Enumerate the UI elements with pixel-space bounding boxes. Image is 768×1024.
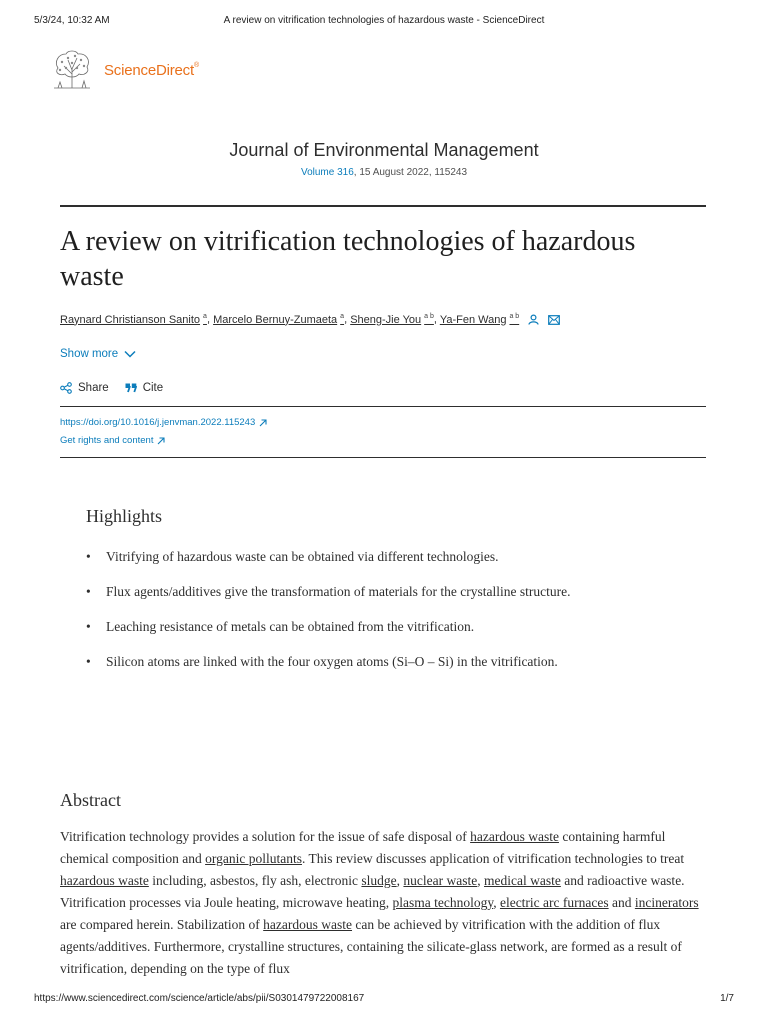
author-separator: , [433, 313, 440, 326]
brand-registered-mark: ® [193, 62, 199, 69]
volume-link[interactable]: Volume 316 [300, 167, 354, 178]
abstract-text: containing harmful chemical composition and [60, 829, 666, 866]
highlights-list [86, 546, 586, 686]
highlight-text: Vitrifying of hazardous waste can be obtained via different technologies. [106, 549, 499, 564]
abstract-text: , [396, 873, 404, 888]
show-more-button[interactable] [60, 348, 136, 360]
abstract-text: including, asbestos, fly ash, electronic [148, 873, 362, 888]
author-affiliation: a [203, 313, 207, 320]
chevron-down-icon [124, 350, 136, 358]
abstract-text: and [608, 895, 635, 910]
author-list [60, 313, 560, 326]
topic-link[interactable]: incinerators [634, 895, 699, 910]
highlight-item [86, 651, 586, 673]
header-divider [60, 205, 706, 207]
author-link[interactable] [350, 314, 434, 326]
author-separator: , [344, 313, 351, 326]
brand-name: ScienceDirect [104, 62, 194, 79]
highlight-text: Leaching resistance of metals can be obtained from the vitrification. [106, 619, 475, 634]
topic-link[interactable]: nuclear waste [403, 873, 478, 888]
topic-link[interactable]: hazardous waste [470, 829, 559, 844]
article-title: A review on vitrification technologies of hazardous waste [60, 226, 636, 292]
bullet: • [86, 619, 91, 634]
author-name: Ya-Fen Wang [439, 313, 507, 326]
author-name: Raynard Christianson Sanito [60, 313, 201, 326]
abstract-title: Abstract [60, 790, 121, 810]
share-button[interactable] [60, 382, 109, 394]
print-date-time: 5/3/24, 10:32 AM [34, 15, 110, 26]
topic-link[interactable]: hazardous waste [60, 873, 149, 888]
abstract-text: can be achieved by vitrification with the addition of flux agents/additives. Furthermore, crystalline structures, containing the silicate-glass network, are formed as a result of vitrification, depending on the type of flux [60, 917, 682, 976]
author-link[interactable] [440, 314, 519, 326]
bullet: • [86, 654, 91, 669]
bullet: • [86, 584, 91, 599]
author-link[interactable] [213, 314, 344, 326]
abstract-text: . This review discusses application of vitrification technologies to treat [301, 851, 685, 866]
topic-link[interactable]: plasma technology [392, 895, 494, 910]
print-header [0, 15, 768, 31]
show-more-label: Show more [60, 348, 119, 360]
rights-text: Get rights and content [60, 435, 154, 446]
quote-icon [125, 383, 137, 393]
author-icons [528, 314, 560, 326]
author-name: Sheng-Jie You [350, 313, 422, 326]
abstract-text: , [477, 873, 485, 888]
topic-link[interactable]: electric arc furnaces [499, 895, 609, 910]
journal-name[interactable]: Journal of Environmental Management [229, 140, 539, 160]
share-divider [60, 406, 706, 407]
print-url: https://www.sciencedirect.com/science/article/abs/pii/S0301479722008167 [34, 993, 365, 1004]
sciencedirect-brand[interactable] [104, 62, 199, 79]
metadata-divider [60, 457, 706, 458]
doi-link[interactable] [60, 417, 267, 428]
rights-link[interactable] [60, 435, 165, 446]
highlights-title: Highlights [86, 506, 163, 526]
print-page-title: A review on vitrification technologies of hazardous waste - ScienceDirect [223, 15, 545, 26]
topic-link[interactable]: medical waste [484, 873, 561, 888]
abstract-text: Vitrification technology provides a solution for the issue of safe disposal of [60, 829, 471, 844]
topic-link[interactable]: sludge [361, 873, 397, 888]
external-link-icon [157, 437, 165, 445]
author-separator: , [206, 313, 214, 326]
elsevier-tree-icon[interactable] [48, 48, 96, 90]
abstract-body [60, 826, 708, 980]
share-cite-row [60, 382, 179, 394]
bullet: • [86, 549, 91, 564]
external-link-icon [259, 419, 267, 427]
share-icon [60, 382, 72, 394]
issue-date-and-id: , 15 August 2022, 115243 [353, 167, 468, 178]
abstract-text: and radioactive waste. Vitrification processes via Joule heating, microwave heating, [60, 873, 685, 910]
author-link[interactable] [60, 314, 207, 326]
volume-line [0, 167, 768, 178]
highlight-item [86, 546, 586, 568]
cite-button[interactable] [125, 382, 163, 394]
abstract-text: are compared herein. Stabilization of [60, 917, 264, 932]
abstract-text: , [493, 895, 500, 910]
share-label: Share [78, 382, 109, 394]
author-affiliation: a b [509, 313, 520, 320]
doi-text: https://doi.org/10.1016/j.jenvman.2022.115243 [60, 417, 256, 428]
print-page-number: 1/7 [720, 993, 734, 1004]
email-icon[interactable] [548, 315, 560, 325]
topic-link[interactable]: organic pollutants [205, 851, 302, 866]
highlight-text: Silicon atoms are linked with the four oxygen atoms (Si–O – Si) in the vitrification. [106, 654, 558, 669]
person-icon[interactable] [528, 314, 539, 325]
highlight-text: Flux agents/additives give the transformation of materials for the crystalline structure. [106, 584, 571, 599]
author-name: Marcelo Bernuy-Zumaeta [213, 313, 338, 326]
cite-label: Cite [142, 382, 164, 394]
topic-link[interactable]: hazardous waste [263, 917, 353, 932]
author-affiliation: a b [424, 313, 434, 320]
highlight-item [86, 581, 586, 603]
highlight-item [86, 616, 586, 638]
author-affiliation: a [340, 313, 345, 320]
